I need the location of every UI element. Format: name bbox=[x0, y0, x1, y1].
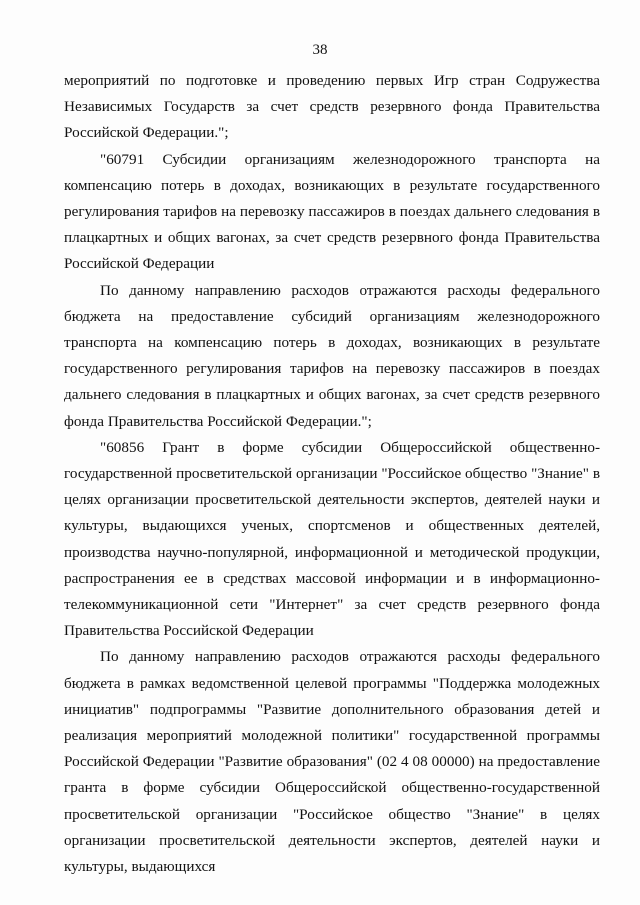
paragraph-3: По данному направлению расходов отражаются расходы федерального бюджета на предоставление субсидий организациям железнодорожного транспорта на компенсацию потерь в доходах, возникающих в результате государственного регулирования тарифов на перевозку пассажиров в поездах дальнего следования в плацкартных и общих вагонах, за счет средств резервного фонда Правительства Российской Федерации."; bbox=[64, 281, 600, 430]
paragraph-5: По данному направлению расходов отражаются расходы федерального бюджета в рамках ведомственной целевой программы "Поддержка молодежных инициатив" подпрограммы "Развитие дополнительного образования детей и реализация мероприятий молодежной политики" государственной программы Российской Федерации "Развитие образования" (02 4 08 00000) на предоставление гранта в форме субсидии Общероссийской общественно-государственной просветительской организации "Российское общество "Знание" в целях организации просветительской деятельности экспертов, деятелей науки и культуры, выдающихся bbox=[64, 648, 600, 876]
paragraph-4: "60856 Грант в форме субсидии Общероссийской общественно-государственной просветительской организации "Российское общество "Знание" в целях организации просветительской деятельности экспертов, деятелей науки и культуры, выдающихся ученых, спортсменов и общественных деятелей, производства научно-популярной, информационной и методической продукции, распространения ее в средствах массовой информации и в информационно-телекоммуникационной сети "Интернет" за счет средств резервного фонда Правительства Российской Федерации bbox=[64, 438, 600, 640]
page-number: 38 bbox=[312, 42, 328, 58]
paragraph-2: "60791 Субсидии организациям железнодорожного транспорта на компенсацию потерь в доходах, возникающих в результате государственного регулирования тарифов на перевозку пассажиров в поездах дальнего следования в плацкартных и общих вагонах, за счет средств резервного фонда Правительства Российской Федерации bbox=[64, 150, 600, 273]
document-body bbox=[64, 68, 600, 880]
paragraph-1: мероприятий по подготовке и проведению первых Игр стран Содружества Независимых Государств за счет средств резервного фонда Правительства Российской Федерации."; bbox=[64, 72, 600, 142]
